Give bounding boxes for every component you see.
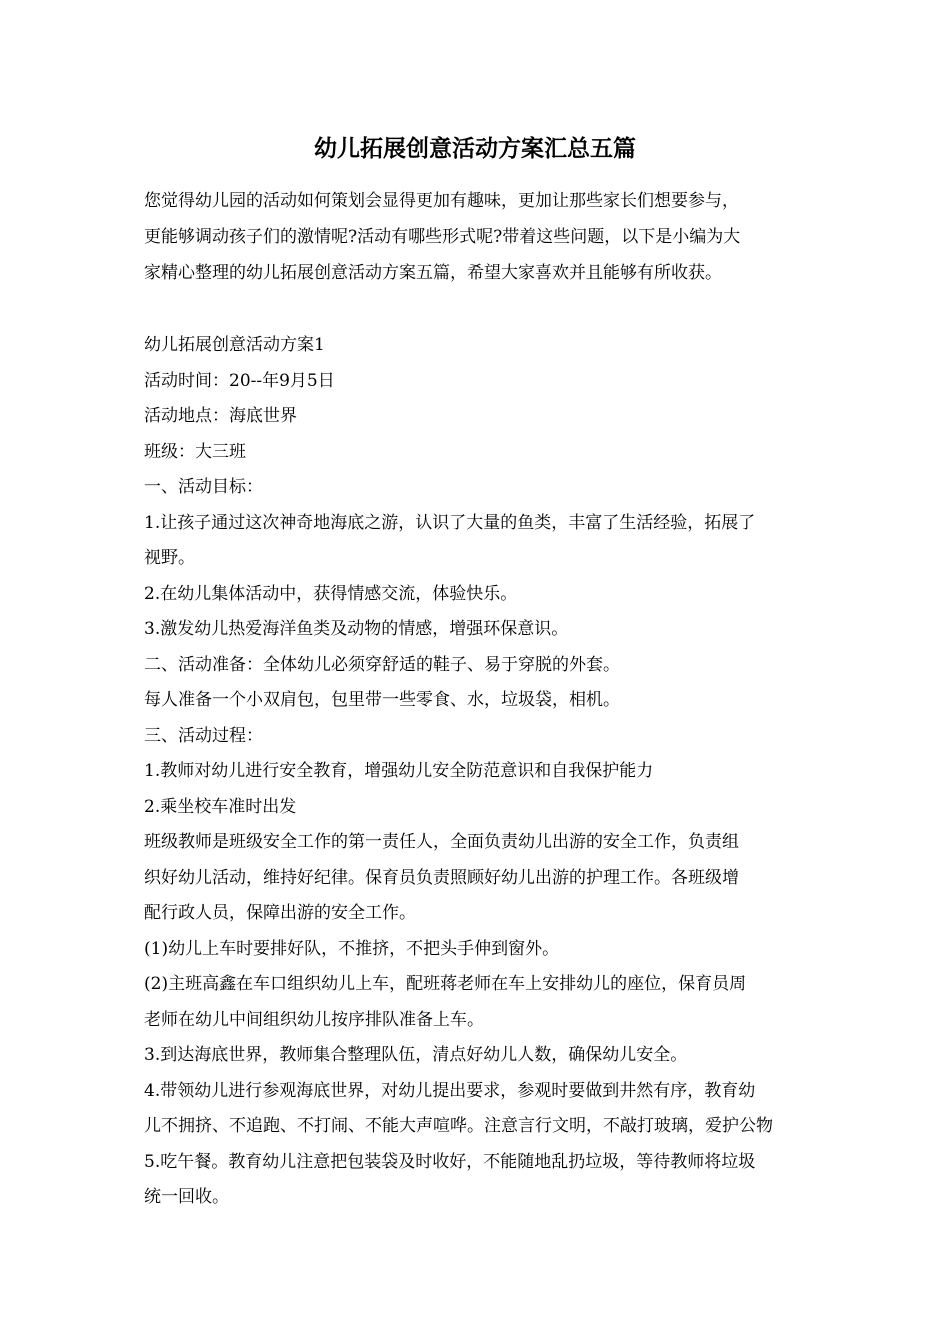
intro-line: 更能够调动孩子们的激情呢?活动有哪些形式呢?带着这些问题，以下是小编为大 [144, 227, 741, 247]
body-line: 三、活动过程： [144, 725, 263, 746]
intro-line: 您觉得幼儿园的活动如何策划会显得更加有趣味，更加让那些家长们想要参与， [144, 191, 739, 211]
intro-line: 家精心整理的幼儿拓展创意活动方案五篇，希望大家喜欢并且能够有所收获。 [144, 263, 722, 283]
body-line: 2.乘坐校车准时出发 [144, 796, 297, 817]
body-line: (2)主班高鑫在车口组织幼儿上车，配班蒋老师在车上安排幼儿的座位，保育员周 [144, 974, 747, 994]
body-line: 织好幼儿活动，维持好纪律。保育员负责照顾好幼儿出游的护理工作。各班级增 [144, 867, 739, 888]
body-line: 老师在幼儿中间组织幼儿按序排队准备上车。 [144, 1009, 484, 1030]
body-line: 3.激发幼儿热爱海洋鱼类及动物的情感，增强环保意识。 [144, 619, 569, 639]
body-line: 统一回收。 [144, 1187, 229, 1207]
body-line: 活动地点：海底世界 [144, 406, 297, 426]
intro-paragraph [144, 183, 808, 291]
body-line: 活动时间：20--年9月5日 [144, 370, 335, 391]
body-line: 5.吃午餐。教育幼儿注意把包装袋及时收好，不能随地乱扔垃圾，等待教师将垃圾 [144, 1151, 756, 1172]
body-line: 1.让孩子通过这次神奇地海底之游，认识了大量的鱼类，丰富了生活经验，拓展了 [144, 512, 756, 533]
body-line: 配行政人员，保障出游的安全工作。 [144, 903, 416, 923]
body-line: (1)幼儿上车时要排好队，不推挤，不把头手伸到窗外。 [144, 938, 560, 959]
section-heading: 幼儿拓展创意活动方案1 [144, 335, 325, 355]
body-line: 一、活动目标： [144, 477, 263, 497]
document-title: 幼儿拓展创意活动方案汇总五篇 [314, 135, 636, 162]
body-line: 每人准备一个小双肩包，包里带一些零食、水，垃圾袋，相机。 [144, 690, 620, 710]
document-body [144, 328, 808, 1216]
body-line: 班级：大三班 [144, 441, 246, 462]
body-line: 班级教师是班级安全工作的第一责任人，全面负责幼儿出游的安全工作，负责组 [144, 832, 739, 852]
body-line: 2.在幼儿集体活动中，获得情感交流，体验快乐。 [144, 583, 518, 604]
body-line: 3.到达海底世界，教师集合整理队伍，清点好幼儿人数，确保幼儿安全。 [144, 1045, 688, 1065]
body-line: 1.教师对幼儿进行安全教育，增强幼儿安全防范意识和自我保护能力 [144, 761, 654, 781]
body-line: 二、活动准备：全体幼儿必须穿舒适的鞋子、易于穿脱的外套。 [144, 654, 620, 675]
body-line: 4.带领幼儿进行参观海底世界，对幼儿提出要求，参观时要做到井然有序，教育幼 [144, 1080, 756, 1101]
body-line: 视野。 [144, 548, 195, 568]
body-line: 儿不拥挤、不追跑、不打闹、不能大声喧哗。注意言行文明，不敲打玻璃，爱护公物 [144, 1116, 773, 1136]
